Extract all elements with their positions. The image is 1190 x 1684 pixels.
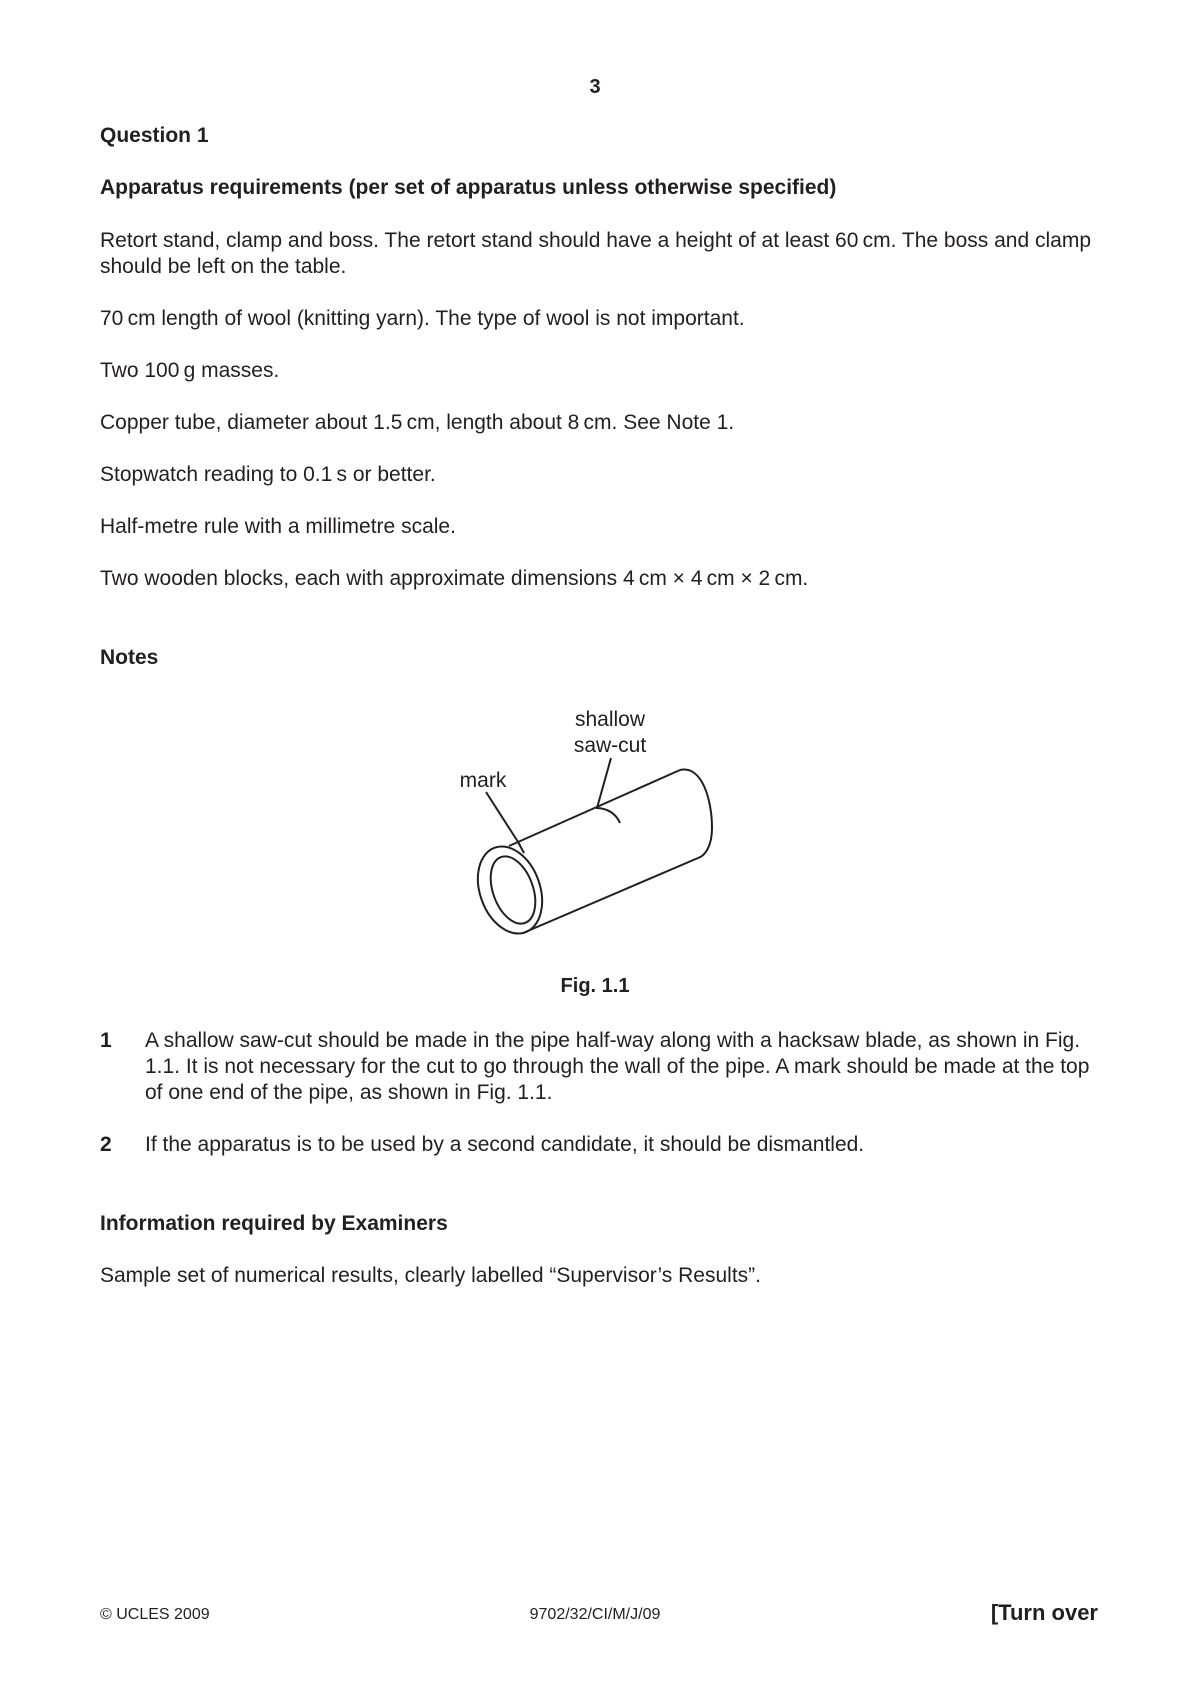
note-number: 2: [100, 1133, 112, 1156]
apparatus-item: Stopwatch reading to 0.1 s or better.: [100, 463, 436, 486]
apparatus-heading: Apparatus requirements (per set of apparatus unless otherwise specified): [100, 176, 837, 199]
apparatus-item: Two wooden blocks, each with approximate dimensions 4 cm × 4 cm × 2 cm.: [100, 567, 809, 590]
footer-code: 9702/32/CI/M/J/09: [529, 1606, 661, 1623]
note-number: 1: [100, 1029, 112, 1052]
note-text: If the apparatus is to be used by a second candidate, it should be dismantled.: [145, 1133, 865, 1156]
notes-heading: Notes: [100, 646, 159, 669]
saw-cut-label-line1: shallow: [574, 708, 646, 731]
question-title: Question 1: [100, 124, 209, 147]
apparatus-item: Half-metre rule with a millimetre scale.: [100, 515, 456, 538]
apparatus-item: 70 cm length of wool (knitting yarn). The type of wool is not important.: [100, 307, 745, 330]
apparatus-item: Copper tube, diameter about 1.5 cm, length about 8 cm. See Note 1.: [100, 411, 735, 434]
mark-label: mark: [459, 769, 507, 792]
saw-cut-label-line2: saw-cut: [573, 734, 647, 757]
figure-caption: Fig. 1.1: [560, 975, 630, 997]
apparatus-item: Retort stand, clamp and boss. The retort stand should have a height of at least 60 cm. The boss and clamp should be left on the table.: [100, 229, 1091, 278]
footer-copyright: © UCLES 2009: [100, 1606, 210, 1623]
page-number: 3: [589, 76, 601, 98]
apparatus-item: Two 100 g masses.: [100, 359, 280, 382]
examiners-heading: Information required by Examiners: [100, 1212, 448, 1235]
examiners-text: Sample set of numerical results, clearly labelled “Supervisor’s Results”.: [100, 1264, 761, 1287]
note-text: A shallow saw-cut should be made in the pipe half-way along with a hacksaw blade, as shown in Fig. 1.1. It is not necessary for the cut to go through the wall of the pipe. A mark should be made at the top of one end of the pipe, as shown in Fig. 1.1.: [145, 1029, 1090, 1104]
turn-over-label: [Turn over: [990, 1600, 1098, 1625]
